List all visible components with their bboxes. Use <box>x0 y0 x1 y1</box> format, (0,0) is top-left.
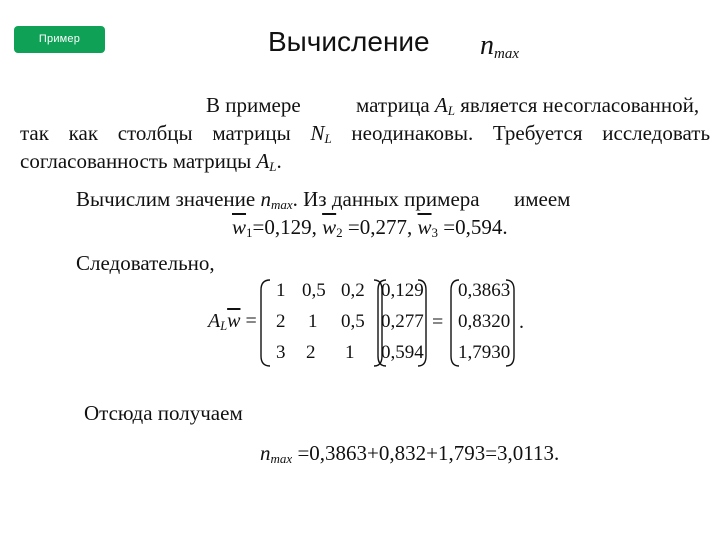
w1-value: =0,129, <box>252 215 317 239</box>
matrix-cell-1-1: 1 <box>276 280 286 301</box>
p1-symbol-a-sub: L <box>447 103 455 118</box>
title-symbol-sub: max <box>494 46 519 62</box>
vector-cell-3: 0,594 <box>381 342 424 363</box>
p1-text-columns: так как столбцы матрицы <box>20 121 291 145</box>
w3-value: =0,594. <box>443 215 508 239</box>
p2-symbol-n-sub: max <box>270 197 293 212</box>
w3-sub: 3 <box>431 225 439 240</box>
p1-text-consistency: согласованность матрицы <box>20 149 252 173</box>
title-symbol-n: n <box>480 30 494 61</box>
p2-text-we-have: имеем <box>514 187 571 211</box>
eq-lhs-a: A <box>208 310 221 332</box>
p1-text-unequal: неодинаковы. Требуется исследовать <box>351 121 711 145</box>
result-cell-2: 0,8320 <box>458 311 511 332</box>
p1-period: . <box>276 149 282 173</box>
p2-text-compute: Вычислим значение <box>76 187 256 211</box>
final-symbol-n: n <box>260 441 271 465</box>
final-symbol-sub: max <box>270 451 293 466</box>
matrix-cell-2-2: 1 <box>308 311 318 332</box>
eq-lhs-a-sub: L <box>220 319 228 333</box>
weights-line <box>232 214 508 246</box>
matrix-cell-1-3: 0,2 <box>341 280 365 301</box>
final-result <box>260 440 559 472</box>
w1-symbol: $\overline{w}$ <box>232 215 247 239</box>
w2-sub: 2 <box>336 225 343 240</box>
w2-value: =0,277, <box>347 215 413 239</box>
matrix-cell-3-1: 3 <box>276 342 286 363</box>
page-title: Вычисление <box>268 26 430 57</box>
p1-symbol-n: N <box>310 121 325 145</box>
vector-cell-1: 0,129 <box>381 280 424 301</box>
matrix-cell-3-2: 2 <box>306 342 316 363</box>
paragraph4: Отсюда получаем <box>84 401 243 425</box>
equation-lhs <box>208 310 257 334</box>
p1-symbol-a: A <box>434 93 448 117</box>
paragraph1-line1a: В примере <box>206 93 301 117</box>
matrix-cell-2-1: 2 <box>276 311 286 332</box>
equation-equals: = <box>432 311 444 333</box>
matrix-left-bracket <box>261 280 270 366</box>
p2-symbol-n: n <box>260 187 271 211</box>
eq-lhs-equals: = <box>245 310 257 332</box>
matrix-cell-3-3: 1 <box>345 342 355 363</box>
p1-text-matrix: матрица <box>356 93 430 117</box>
p1-symbol-n-sub: L <box>324 131 332 146</box>
p2-text-from-data: . Из данных примера <box>292 187 480 211</box>
p1-symbol-a2: A <box>256 149 270 173</box>
final-expression: =0,3863+0,832+1,793=3,0113. <box>297 441 560 465</box>
p1-symbol-a2-sub: L <box>269 159 277 174</box>
vector-cell-2: 0,277 <box>381 311 424 332</box>
eq-lhs-w: $\overline{w}$ <box>227 310 241 332</box>
paragraph3: Следовательно, <box>76 251 215 275</box>
matrix-cell-2-3: 0,5 <box>341 311 365 332</box>
equation-dot: . <box>519 311 524 333</box>
paragraph1-line3 <box>20 148 282 180</box>
p1-text-inconsistent: является несогласованной, <box>460 93 700 117</box>
w1-sub: 1 <box>246 225 253 240</box>
result-cell-3: 1,7930 <box>458 342 511 363</box>
example-badge: Пример <box>14 26 105 53</box>
w3-symbol: $\overline{w}$ <box>417 215 432 239</box>
title-symbol <box>480 28 519 72</box>
result-cell-1: 0,3863 <box>458 280 511 301</box>
matrix-cell-1-2: 0,5 <box>302 280 326 301</box>
w2-symbol: $\overline{w}$ <box>322 215 337 239</box>
